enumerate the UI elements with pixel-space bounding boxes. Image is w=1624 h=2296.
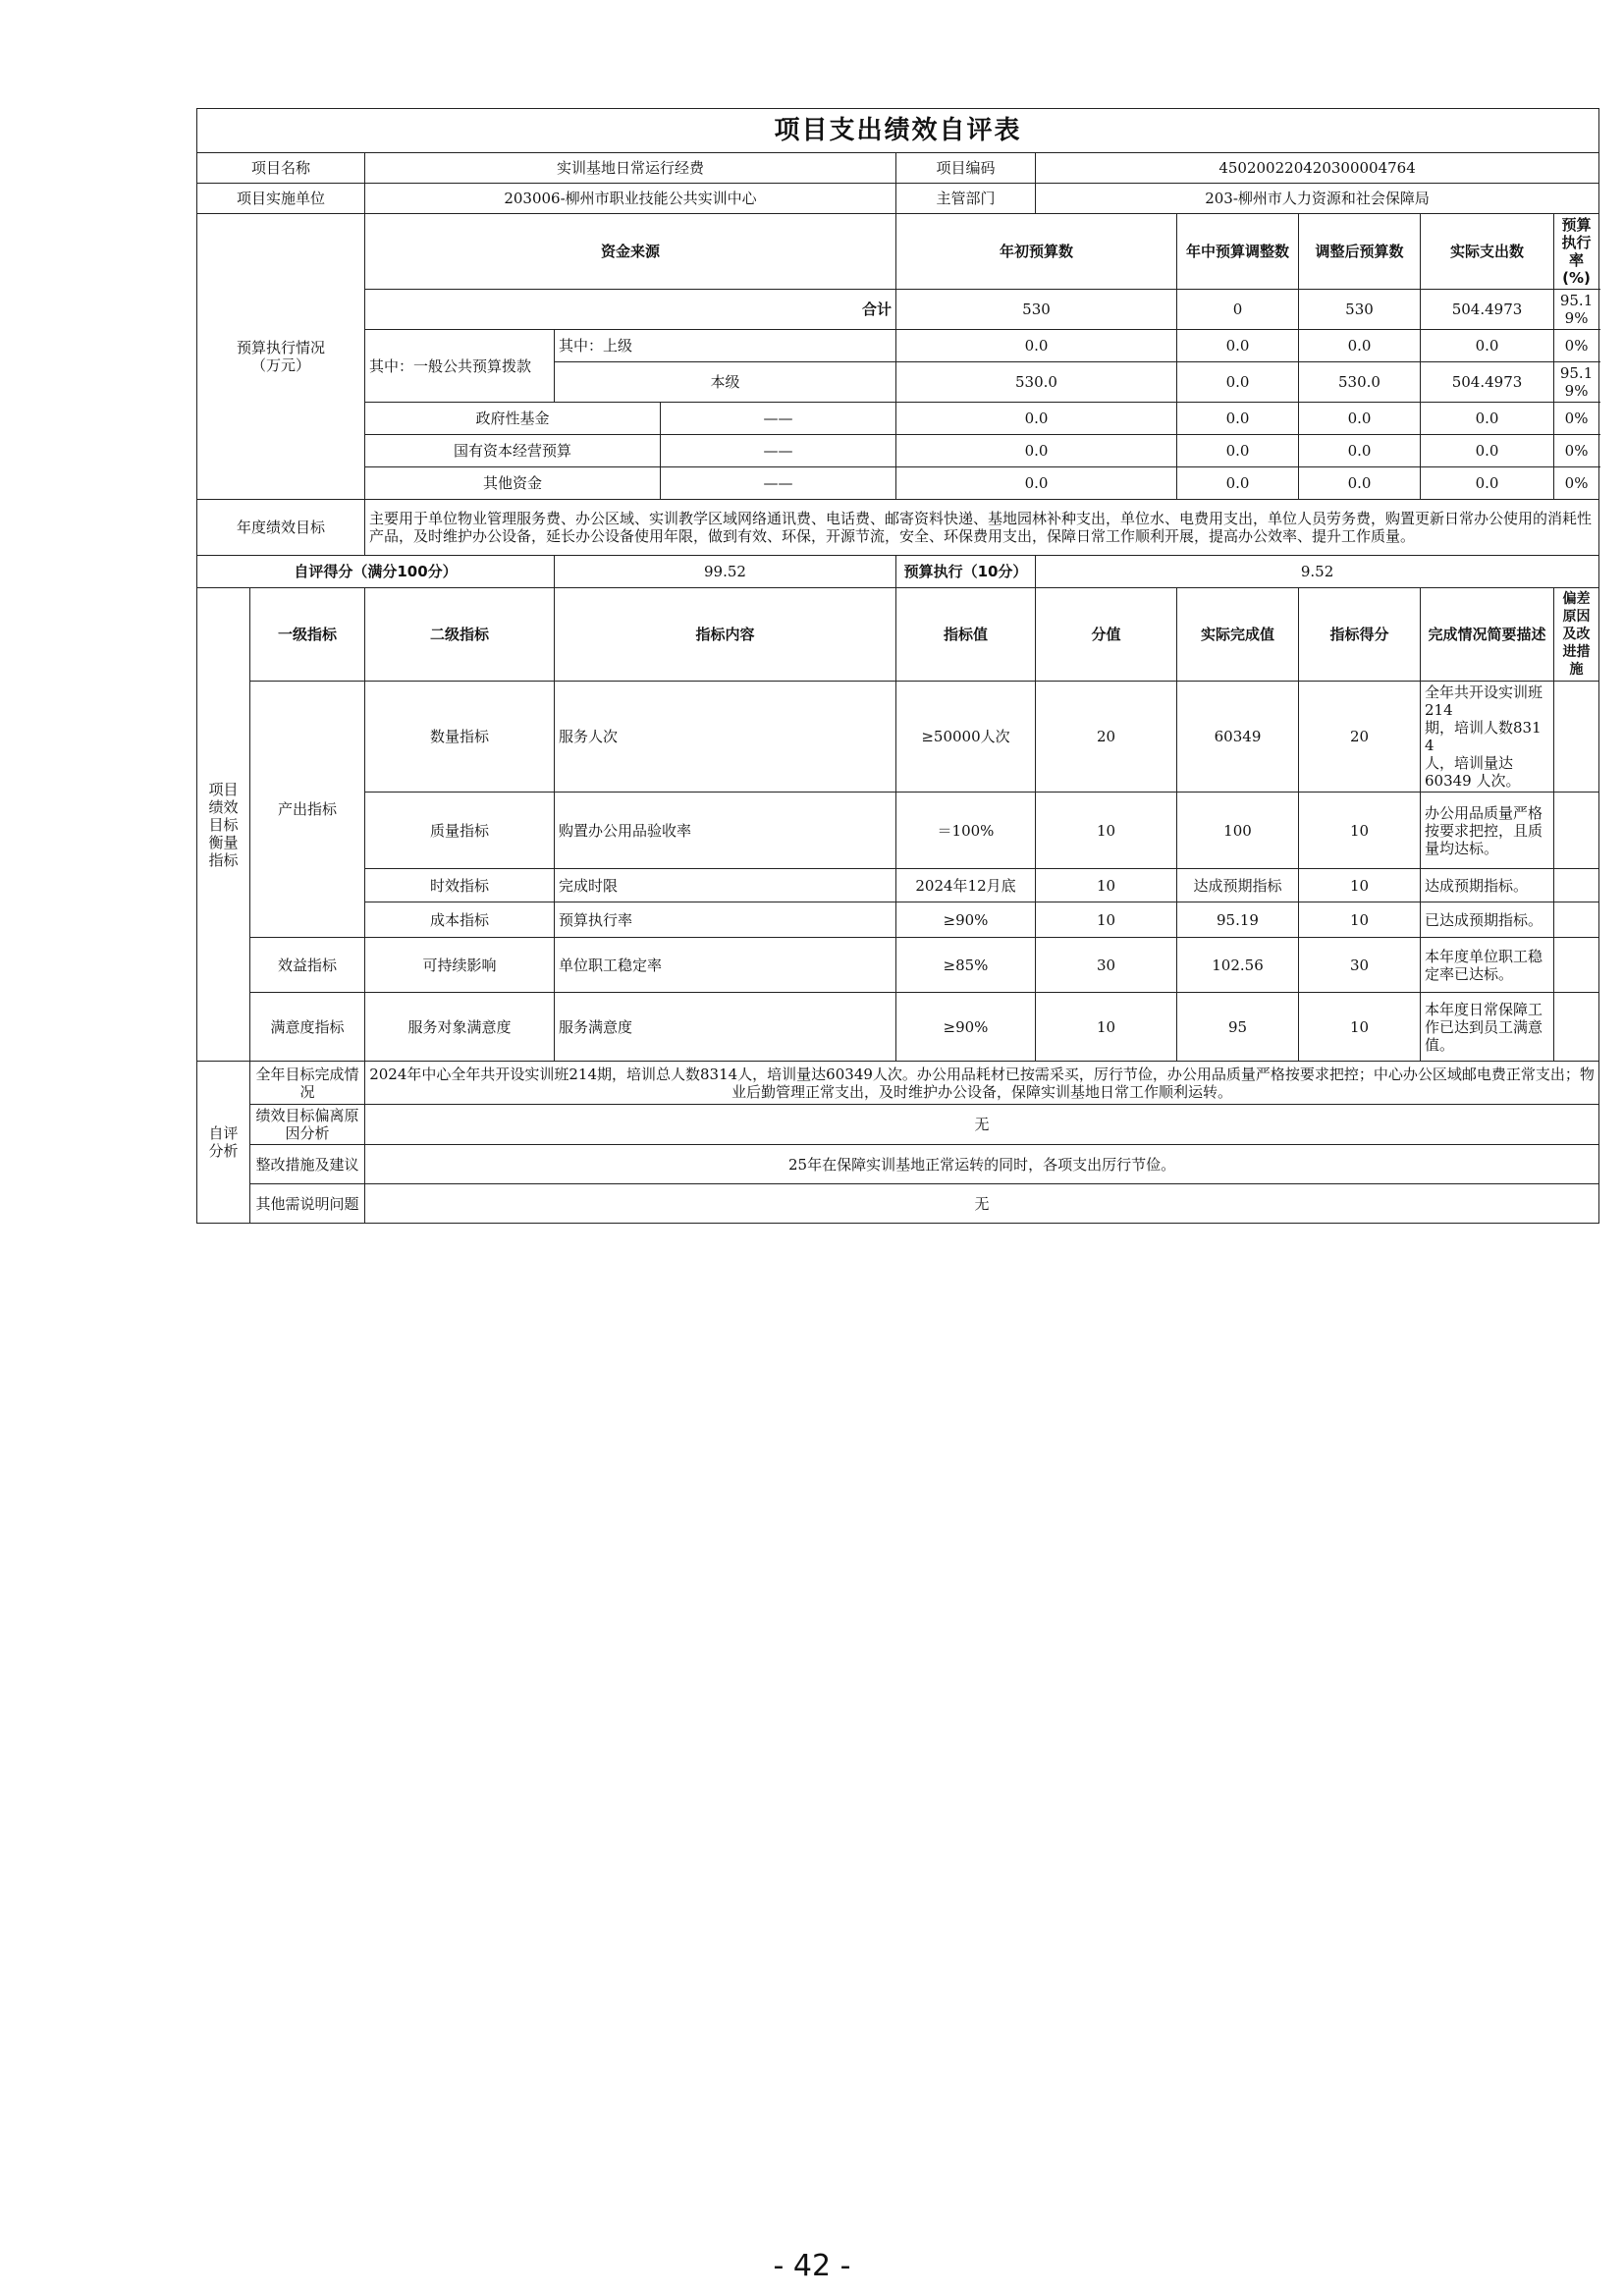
indicator-deviation bbox=[1554, 793, 1599, 869]
budget-header-source: 资金来源 bbox=[365, 214, 896, 290]
indicator-target: ＝100% bbox=[896, 793, 1036, 869]
indicator-weight: 20 bbox=[1036, 682, 1177, 793]
indicator-level2: 数量指标 bbox=[365, 682, 555, 793]
budget-other-adjusted: 0.0 bbox=[1299, 467, 1421, 500]
budget-header-adjusted: 调整后预算数 bbox=[1299, 214, 1421, 290]
self-score-label: 自评得分（满分100分） bbox=[197, 556, 555, 588]
indicator-weight: 10 bbox=[1036, 793, 1177, 869]
indicator-actual: 60349 bbox=[1177, 682, 1299, 793]
indicator-header-deviation: 偏差原因及改进措施 bbox=[1554, 588, 1599, 682]
indicator-score: 10 bbox=[1299, 869, 1421, 902]
analysis-completion-text: 2024年中心全年共开设实训班214期，培训总人数8314人，培训量达60349人次。办公用品耗材已按需采买，厉行节俭，办公用品质量严格按要求把控；中心办公区域邮电费正常支出；物业后勤管理正常支出，及时维护办公设备，保障实训基地日常工作顺利运转。 bbox=[365, 1062, 1599, 1105]
indicator-target: ≥85% bbox=[896, 938, 1036, 993]
indicator-header-target: 指标值 bbox=[896, 588, 1036, 682]
indicator-target: 2024年12月底 bbox=[896, 869, 1036, 902]
project-name: 实训基地日常运行经费 bbox=[365, 153, 896, 184]
budget-local-initial: 530.0 bbox=[896, 362, 1177, 403]
indicator-actual: 95.19 bbox=[1177, 902, 1299, 938]
indicator-level2: 时效指标 bbox=[365, 869, 555, 902]
indicator-desc: 本年度单位职工稳定率已达标。 bbox=[1421, 938, 1554, 993]
budget-govfund-adjust: 0.0 bbox=[1177, 403, 1299, 435]
indicator-actual: 95 bbox=[1177, 993, 1299, 1062]
analysis-other-label: 其他需说明问题 bbox=[250, 1184, 365, 1224]
indicator-desc: 已达成预期指标。 bbox=[1421, 902, 1554, 938]
budget-other-actual: 0.0 bbox=[1421, 467, 1554, 500]
budget-upper-rate: 0% bbox=[1554, 330, 1599, 362]
budget-other-dash: —— bbox=[661, 467, 896, 500]
self-score-value: 99.52 bbox=[555, 556, 896, 588]
indicator-level2: 成本指标 bbox=[365, 902, 555, 938]
indicator-score: 10 bbox=[1299, 993, 1421, 1062]
indicator-actual: 100 bbox=[1177, 793, 1299, 869]
indicator-header-score: 指标得分 bbox=[1299, 588, 1421, 682]
indicator-benefit-label: 效益指标 bbox=[250, 938, 365, 993]
indicator-satisfaction-label: 满意度指标 bbox=[250, 993, 365, 1062]
budget-total-adjusted: 530 bbox=[1299, 290, 1421, 330]
project-dept-label: 主管部门 bbox=[896, 184, 1036, 214]
indicator-level2: 质量指标 bbox=[365, 793, 555, 869]
annual-goal-text: 主要用于单位物业管理服务费、办公区域、实训教学区域网络通讯费、电话费、邮寄资料快递、基地园林补种支出，单位水、电费用支出，单位人员劳务费，购置更新日常办公使用的消耗性产品，及时维护办公设备，延长办公设备使用年限，做到有效、环保，开源节流，安全、环保费用支出，保障日常工作顺利开展，提高办公效率、提升工作质量。 bbox=[365, 500, 1599, 556]
indicator-desc: 办公用品质量严格按要求把控，且质量均达标。 bbox=[1421, 793, 1554, 869]
budget-total-actual: 504.4973 bbox=[1421, 290, 1554, 330]
budget-header-initial: 年初预算数 bbox=[896, 214, 1177, 290]
indicator-content: 完成时限 bbox=[555, 869, 896, 902]
budget-upper-label: 其中：上级 bbox=[555, 330, 896, 362]
budget-other-rate: 0% bbox=[1554, 467, 1599, 500]
indicator-score: 10 bbox=[1299, 902, 1421, 938]
table-title: 项目支出绩效自评表 bbox=[197, 109, 1599, 153]
indicator-weight: 30 bbox=[1036, 938, 1177, 993]
indicator-weight: 10 bbox=[1036, 869, 1177, 902]
indicator-score: 30 bbox=[1299, 938, 1421, 993]
analysis-deviation-label: 绩效目标偏离原因分析 bbox=[250, 1105, 365, 1145]
budget-general-label: 其中：一般公共预算拨款 bbox=[365, 330, 555, 403]
indicator-deviation bbox=[1554, 902, 1599, 938]
indicator-header-level2: 二级指标 bbox=[365, 588, 555, 682]
indicator-level2: 可持续影响 bbox=[365, 938, 555, 993]
page-number: - 42 - bbox=[773, 2249, 851, 2283]
indicator-target: ≥90% bbox=[896, 993, 1036, 1062]
project-code-label: 项目编码 bbox=[896, 153, 1036, 184]
budget-local-adjusted: 530.0 bbox=[1299, 362, 1421, 403]
project-unit-label: 项目实施单位 bbox=[197, 184, 365, 214]
budget-state-capital-initial: 0.0 bbox=[896, 435, 1177, 467]
project-name-label: 项目名称 bbox=[197, 153, 365, 184]
analysis-improve-label: 整改措施及建议 bbox=[250, 1145, 365, 1184]
indicators-section-label: 项目 绩效 目标 衡量 指标 bbox=[197, 588, 250, 1062]
indicator-weight: 10 bbox=[1036, 993, 1177, 1062]
indicator-score: 10 bbox=[1299, 793, 1421, 869]
budget-govfund-dash: —— bbox=[661, 403, 896, 435]
budget-section-label: 预算执行情况 （万元） bbox=[197, 214, 365, 500]
budget-total-rate: 95.19% bbox=[1554, 290, 1599, 330]
budget-local-adjust: 0.0 bbox=[1177, 362, 1299, 403]
budget-govfund-actual: 0.0 bbox=[1421, 403, 1554, 435]
indicator-target: ≥90% bbox=[896, 902, 1036, 938]
indicator-deviation bbox=[1554, 938, 1599, 993]
indicator-level2: 服务对象满意度 bbox=[365, 993, 555, 1062]
analysis-completion-label: 全年目标完成情况 bbox=[250, 1062, 365, 1105]
analysis-improve-text: 25年在保障实训基地正常运转的同时，各项支出厉行节俭。 bbox=[365, 1145, 1599, 1184]
indicator-header-weight: 分值 bbox=[1036, 588, 1177, 682]
budget-total-adjust: 0 bbox=[1177, 290, 1299, 330]
budget-state-capital-adjusted: 0.0 bbox=[1299, 435, 1421, 467]
indicator-deviation bbox=[1554, 869, 1599, 902]
budget-other-adjust: 0.0 bbox=[1177, 467, 1299, 500]
indicator-desc: 全年共开设实训班214 期，培训人数8314 人，培训量达 60349 人次。 bbox=[1421, 682, 1554, 793]
indicator-content: 单位职工稳定率 bbox=[555, 938, 896, 993]
indicator-content: 预算执行率 bbox=[555, 902, 896, 938]
budget-total-label: 合计 bbox=[365, 290, 896, 330]
project-code: 450200220420300004764 bbox=[1036, 153, 1599, 184]
indicator-desc: 达成预期指标。 bbox=[1421, 869, 1554, 902]
budget-state-capital-dash: —— bbox=[661, 435, 896, 467]
budget-header-actual: 实际支出数 bbox=[1421, 214, 1554, 290]
indicator-output-label: 产出指标 bbox=[250, 682, 365, 938]
budget-upper-initial: 0.0 bbox=[896, 330, 1177, 362]
annual-goal-label: 年度绩效目标 bbox=[197, 500, 365, 556]
analysis-section-label: 自评 分析 bbox=[197, 1062, 250, 1224]
budget-header-rate: 预算执行率(%) bbox=[1554, 214, 1599, 290]
budget-other-initial: 0.0 bbox=[896, 467, 1177, 500]
budget-total-initial: 530 bbox=[896, 290, 1177, 330]
indicator-header-actual: 实际完成值 bbox=[1177, 588, 1299, 682]
budget-header-adjust: 年中预算调整数 bbox=[1177, 214, 1299, 290]
budget-upper-adjust: 0.0 bbox=[1177, 330, 1299, 362]
analysis-deviation-text: 无 bbox=[365, 1105, 1599, 1145]
budget-local-label: 本级 bbox=[555, 362, 896, 403]
indicator-header-content: 指标内容 bbox=[555, 588, 896, 682]
budget-govfund-initial: 0.0 bbox=[896, 403, 1177, 435]
budget-state-capital-actual: 0.0 bbox=[1421, 435, 1554, 467]
budget-state-capital-adjust: 0.0 bbox=[1177, 435, 1299, 467]
indicator-header-level1: 一级指标 bbox=[250, 588, 365, 682]
budget-upper-actual: 0.0 bbox=[1421, 330, 1554, 362]
indicator-deviation bbox=[1554, 993, 1599, 1062]
budget-other-label: 其他资金 bbox=[365, 467, 661, 500]
performance-evaluation-table bbox=[196, 108, 1599, 1224]
project-dept: 203-柳州市人力资源和社会保障局 bbox=[1036, 184, 1599, 214]
indicator-score: 20 bbox=[1299, 682, 1421, 793]
project-unit: 203006-柳州市职业技能公共实训中心 bbox=[365, 184, 896, 214]
indicator-content: 服务人次 bbox=[555, 682, 896, 793]
budget-state-capital-rate: 0% bbox=[1554, 435, 1599, 467]
budget-local-rate: 95.19% bbox=[1554, 362, 1599, 403]
budget-exec-score-value: 9.52 bbox=[1036, 556, 1599, 588]
budget-govfund-adjusted: 0.0 bbox=[1299, 403, 1421, 435]
indicator-desc: 本年度日常保障工作已达到员工满意值。 bbox=[1421, 993, 1554, 1062]
indicator-header-desc: 完成情况简要描述 bbox=[1421, 588, 1554, 682]
indicator-deviation bbox=[1554, 682, 1599, 793]
indicator-actual: 达成预期指标 bbox=[1177, 869, 1299, 902]
budget-govfund-rate: 0% bbox=[1554, 403, 1599, 435]
budget-upper-adjusted: 0.0 bbox=[1299, 330, 1421, 362]
indicator-actual: 102.56 bbox=[1177, 938, 1299, 993]
indicator-content: 购置办公用品验收率 bbox=[555, 793, 896, 869]
analysis-other-text: 无 bbox=[365, 1184, 1599, 1224]
budget-local-actual: 504.4973 bbox=[1421, 362, 1554, 403]
budget-exec-score-label: 预算执行（10分） bbox=[896, 556, 1036, 588]
indicator-content: 服务满意度 bbox=[555, 993, 896, 1062]
indicator-target: ≥50000人次 bbox=[896, 682, 1036, 793]
budget-state-capital-label: 国有资本经营预算 bbox=[365, 435, 661, 467]
indicator-weight: 10 bbox=[1036, 902, 1177, 938]
budget-govfund-label: 政府性基金 bbox=[365, 403, 661, 435]
